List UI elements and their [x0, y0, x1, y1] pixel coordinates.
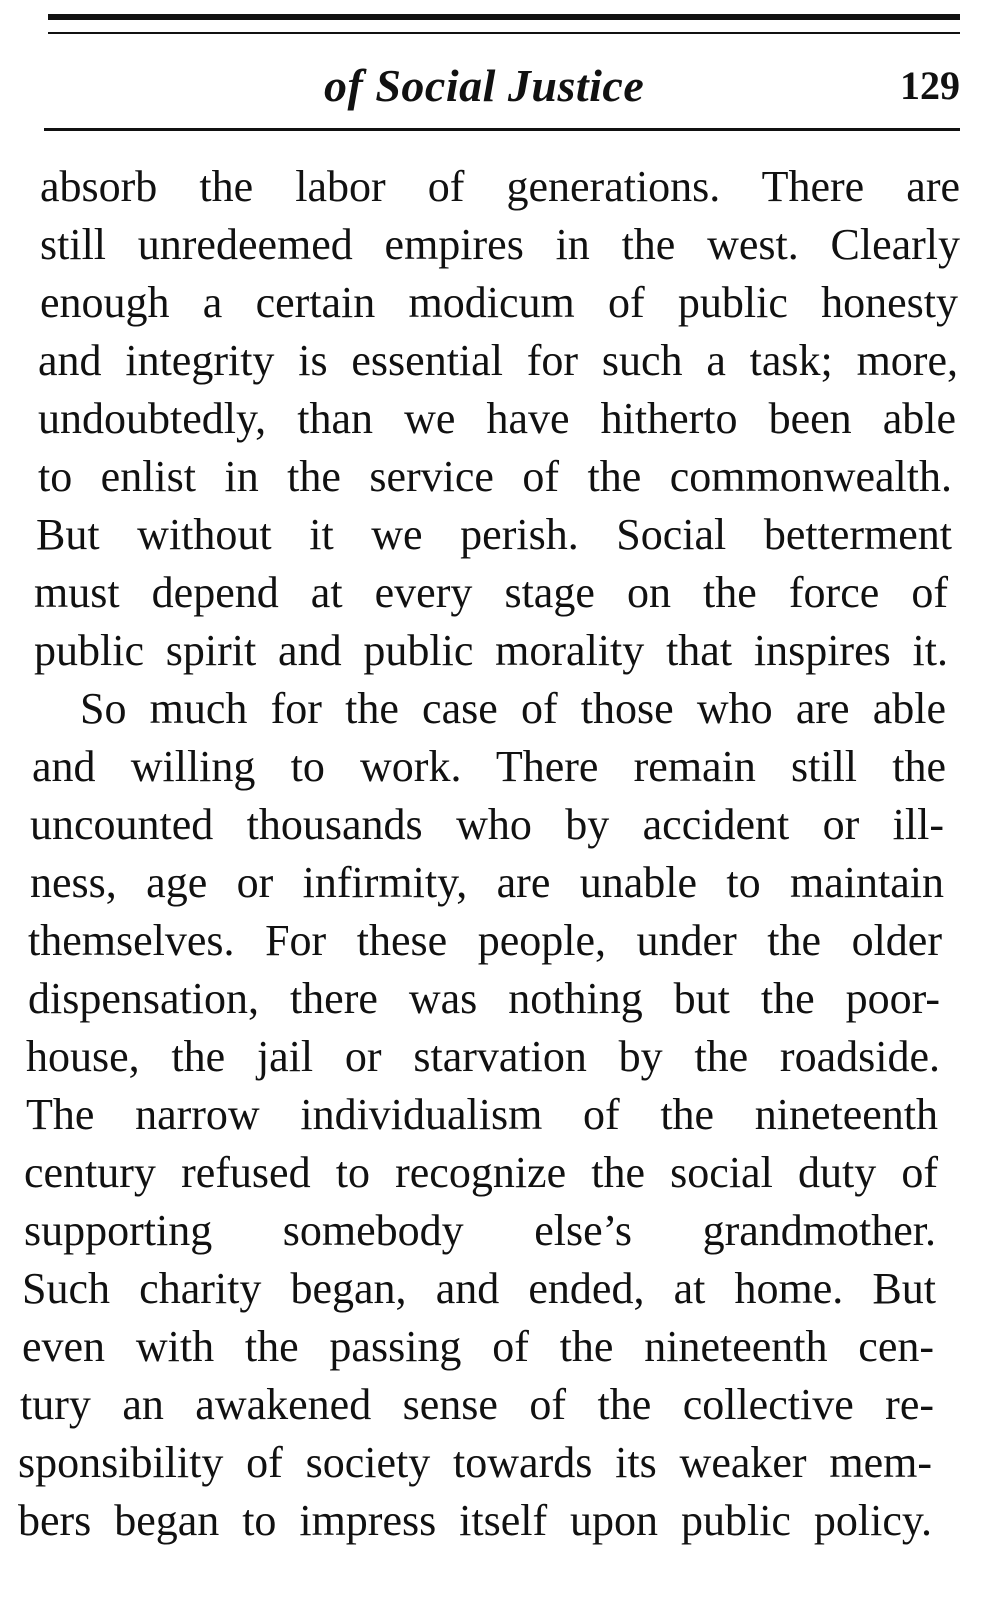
text-line: absorb the labor of generations. There are: [40, 162, 960, 211]
text-line: and willing to work. There remain still the: [32, 742, 946, 791]
text-line: The narrow individualism of the nineteenth: [26, 1090, 938, 1139]
text-line: century refused to recognize the social duty of: [24, 1148, 938, 1197]
text-line: must depend at every stage on the force of: [34, 568, 948, 617]
text-line: house, the jail or starvation by the roadside.: [26, 1032, 940, 1081]
text-line: public spirit and public morality that inspires it.: [34, 626, 948, 675]
text-line: tury an awakened sense of the collective re-: [20, 1380, 934, 1429]
top-rule-thick: [48, 14, 960, 20]
text-line: bers began to impress itself upon public policy.: [18, 1496, 932, 1545]
text-line: But without it we perish. Social betterment: [36, 510, 952, 559]
text-line: to enlist in the service of the commonwealth.: [38, 452, 952, 501]
text-line: Such charity began, and ended, at home. But: [22, 1264, 936, 1313]
text-line: undoubtedly, than we have hitherto been able: [38, 394, 956, 443]
running-head: [48, 56, 960, 116]
top-rule-thin: [48, 32, 960, 34]
text-line: and integrity is essential for such a task; more,: [38, 336, 958, 385]
text-line: even with the passing of the nineteenth cen-: [22, 1322, 934, 1371]
text-line: dispensation, there was nothing but the poor-: [28, 974, 940, 1023]
page-number: 129: [900, 63, 960, 108]
text-line: supporting somebody else’s grandmother.: [24, 1206, 936, 1255]
text-line: So much for the case of those who are able: [80, 684, 946, 733]
text-line: enough a certain modicum of public honesty: [40, 278, 958, 327]
running-title: of Social Justice: [324, 60, 645, 111]
text-line: ness, age or infirmity, are unable to maintain: [30, 858, 944, 907]
text-line: uncounted thousands who by accident or ill-: [30, 800, 944, 849]
text-line: sponsibility of society towards its weaker mem-: [18, 1438, 932, 1487]
text-line: themselves. For these people, under the older: [28, 916, 942, 965]
header-rule: [44, 128, 960, 131]
text-line: still unredeemed empires in the west. Clearly: [40, 220, 960, 269]
